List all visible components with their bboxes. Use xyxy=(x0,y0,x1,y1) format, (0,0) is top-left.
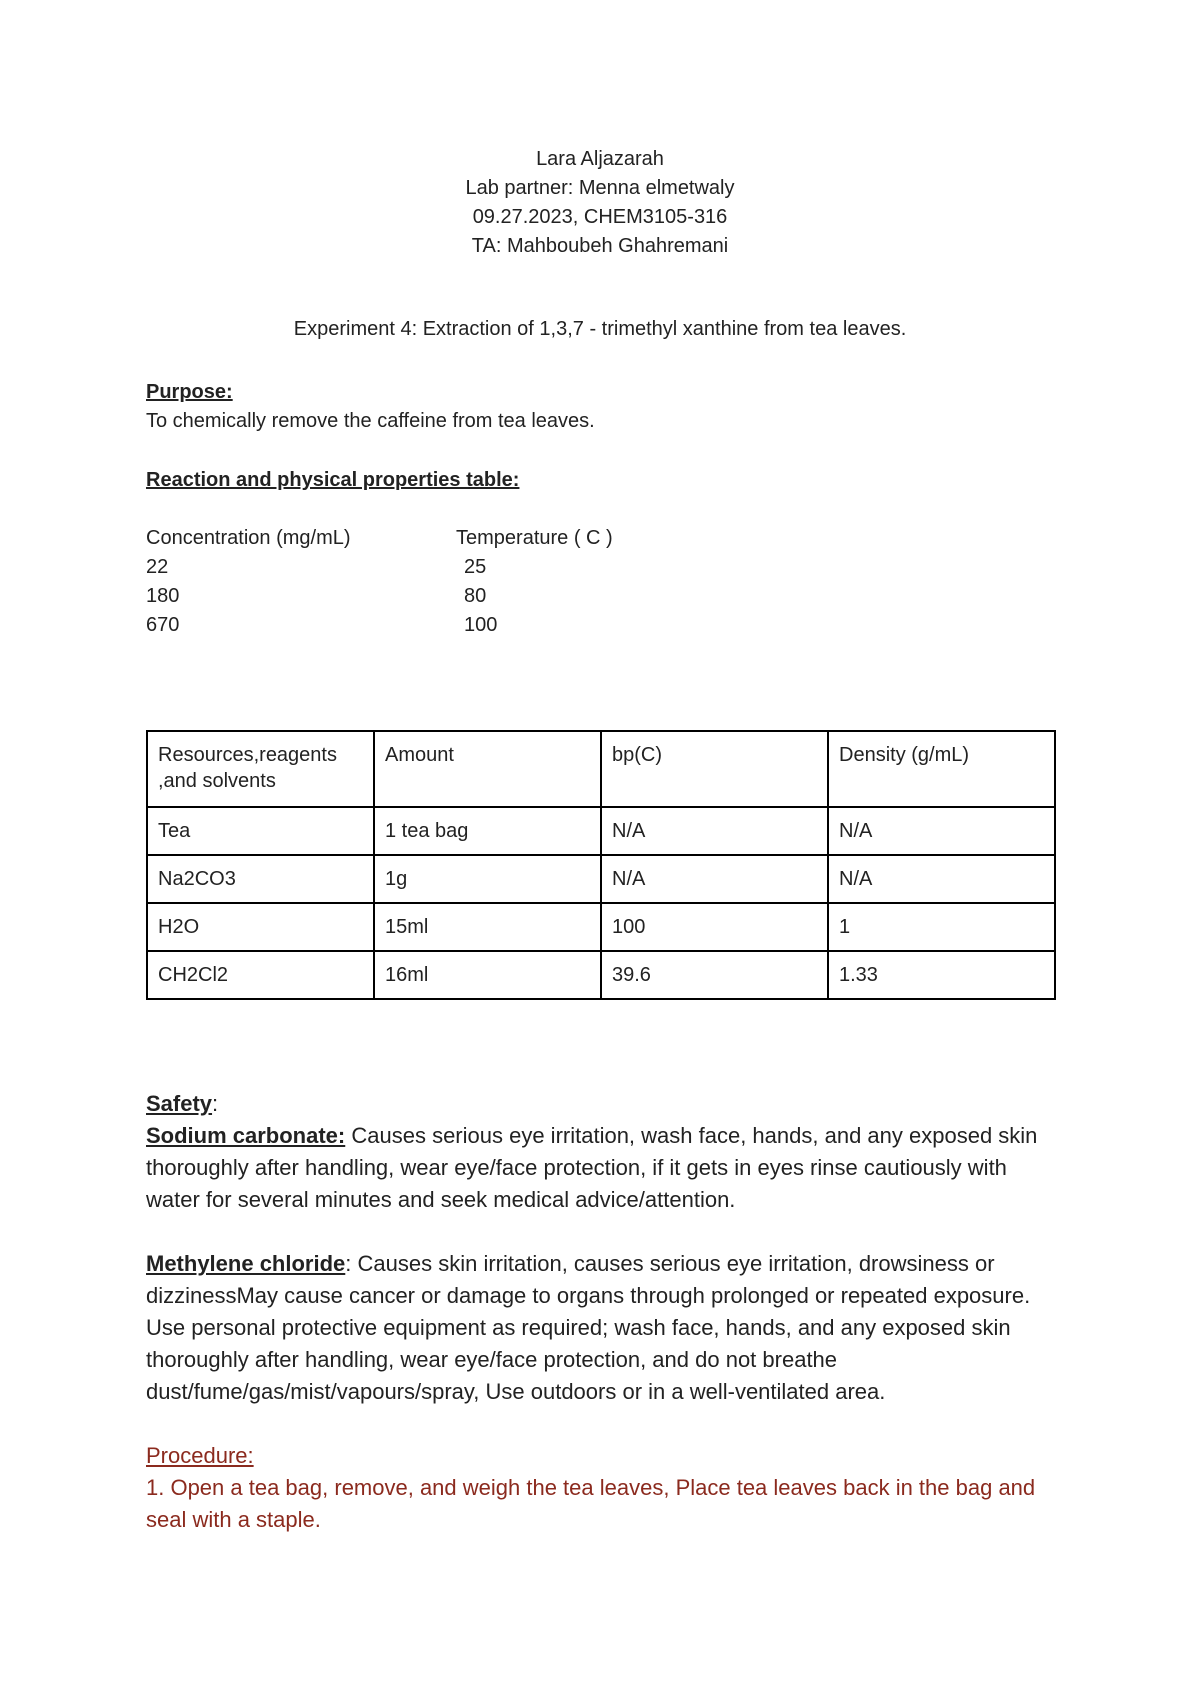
document-header xyxy=(0,145,1200,261)
temperature-value: 25 xyxy=(464,556,487,578)
table-row xyxy=(147,807,1055,855)
table-cell: 1g xyxy=(374,855,601,903)
date-course: 09.27.2023, CHEM3105-316 xyxy=(472,206,728,228)
table-cell: 1.33 xyxy=(828,951,1055,999)
methylene-chloride-label: Methylene chloride xyxy=(146,1251,346,1276)
properties-heading xyxy=(146,466,519,495)
table-cell: 39.6 xyxy=(601,951,828,999)
table-row xyxy=(147,951,1055,999)
safety-heading-text: Safety xyxy=(146,1091,213,1116)
table-cell: 16ml xyxy=(374,951,601,999)
properties-row xyxy=(146,611,613,640)
temperature-value: 100 xyxy=(464,614,498,636)
temperature-header: Temperature ( C ) xyxy=(456,527,613,549)
safety-heading-colon: : xyxy=(212,1091,219,1116)
properties-header-row xyxy=(146,524,613,553)
author-name: Lara Aljazarah xyxy=(536,148,664,170)
header-cell: bp(C) xyxy=(601,731,828,807)
methylene-chloride-paragraph xyxy=(146,1248,1066,1408)
table-cell: 15ml xyxy=(374,903,601,951)
procedure-heading: Procedure: xyxy=(146,1443,254,1468)
lab-partner: Lab partner: Menna elmetwaly xyxy=(465,177,735,199)
purpose-text: To chemically remove the caffeine from tea leaves. xyxy=(146,410,595,432)
resources-table xyxy=(146,730,1056,1000)
procedure-step: 1. Open a tea bag, remove, and weigh the tea leaves, Place tea leaves back in the bag and seal with a staple. xyxy=(146,1475,1036,1532)
properties-row xyxy=(146,582,613,611)
concentration-value: 670 xyxy=(146,614,180,636)
properties-heading-text: Reaction and physical properties table: xyxy=(146,469,520,491)
properties-list xyxy=(146,524,613,640)
purpose-heading: Purpose: xyxy=(146,381,233,403)
sodium-carbonate-text: Causes serious eye irritation, wash face, hands, and any exposed skin thoroughly after handling, wear eye/face protection, if it gets in eyes rinse cautiously with water for several minutes and seek medical advice/attention. xyxy=(146,1123,1038,1212)
header-cell: Resources,reagents ,and solvents xyxy=(147,731,374,807)
table-cell: 1 tea bag xyxy=(374,807,601,855)
table-cell: CH2Cl2 xyxy=(147,951,374,999)
table-cell: 100 xyxy=(601,903,828,951)
table-row xyxy=(147,855,1055,903)
table-cell: 1 xyxy=(828,903,1055,951)
procedure-section xyxy=(146,1440,1066,1536)
table-header-row xyxy=(147,731,1055,807)
methylene-chloride-text: : Causes skin irritation, causes serious eye irritation, drowsiness or dizzinessMay cause cancer or damage to organs through prolonged or repeated exposure. Use personal protective equipment as required; wash face, hands, and any exposed skin thoroughly after handling, wear eye/face protection, and do not breathe dust/fume/gas/mist/vapours/spray, Use outdoors or in a well-ventilated area. xyxy=(146,1251,1031,1404)
sodium-carbonate-paragraph xyxy=(146,1120,1066,1216)
experiment-title: Experiment 4: Extraction of 1,3,7 - trimethyl xanthine from tea leaves. xyxy=(293,318,907,340)
concentration-value: 180 xyxy=(146,585,180,607)
purpose-section xyxy=(146,378,595,436)
table-cell: Na2CO3 xyxy=(147,855,374,903)
table-cell: N/A xyxy=(601,807,828,855)
table-cell: N/A xyxy=(828,807,1055,855)
table-cell: H2O xyxy=(147,903,374,951)
header-cell: Amount xyxy=(374,731,601,807)
table-cell: N/A xyxy=(828,855,1055,903)
concentration-value: 22 xyxy=(146,556,169,578)
temperature-value: 80 xyxy=(464,585,487,607)
header-cell: Density (g/mL) xyxy=(828,731,1055,807)
sodium-carbonate-label: Sodium carbonate: xyxy=(146,1123,346,1148)
table-row xyxy=(147,903,1055,951)
teaching-assistant: TA: Mahboubeh Ghahremani xyxy=(471,235,729,257)
safety-heading xyxy=(146,1088,1066,1120)
properties-row xyxy=(146,553,613,582)
safety-section xyxy=(146,1088,1066,1408)
concentration-header: Concentration (mg/mL) xyxy=(146,527,351,549)
table-cell: Tea xyxy=(147,807,374,855)
table-cell: N/A xyxy=(601,855,828,903)
